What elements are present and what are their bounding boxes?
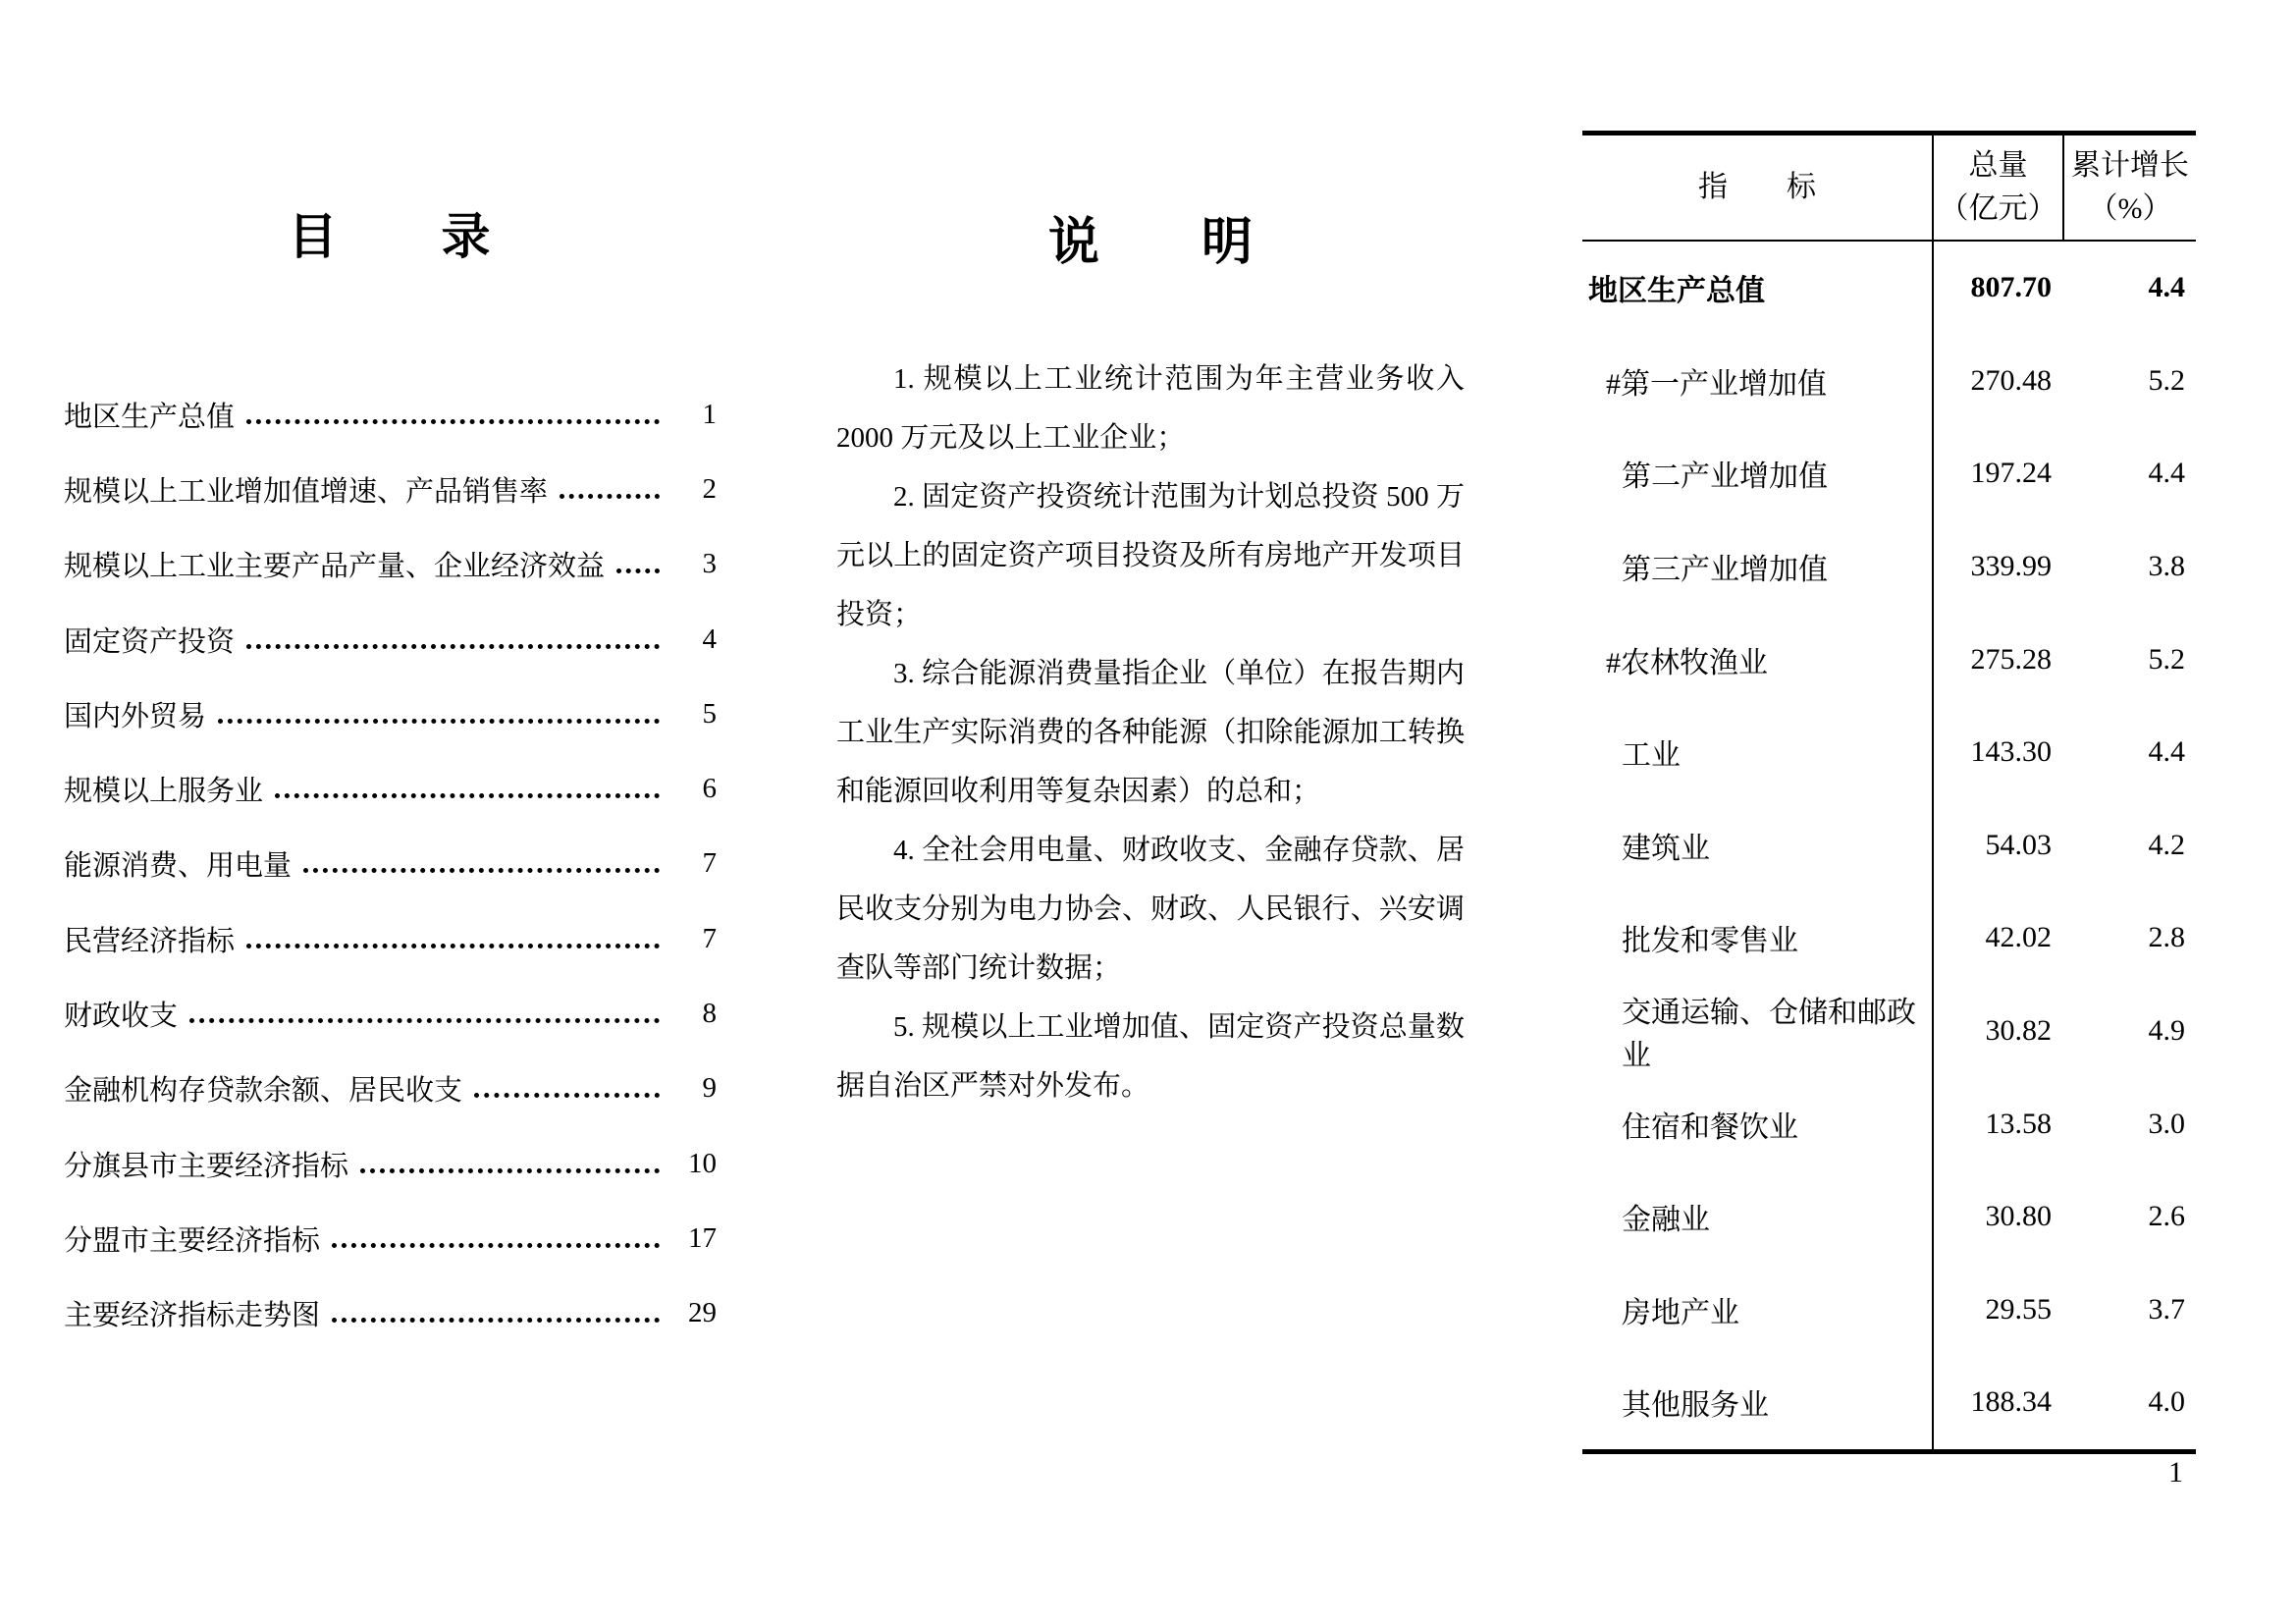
- toc-entry-page: 1: [702, 398, 717, 430]
- header-indicator: [1582, 135, 1934, 240]
- table-row: [1582, 1170, 2196, 1264]
- dot-leader: [246, 419, 660, 424]
- dot-leader: [560, 494, 660, 499]
- row-indicator: #农林牧渔业: [1582, 613, 1934, 706]
- toc-entry: [64, 377, 717, 452]
- row-indicator: #第一产业增加值: [1582, 335, 1934, 428]
- toc-entry-label: 规模以上服务业: [64, 776, 264, 808]
- header-growth: [2064, 135, 2196, 240]
- row-indicator: 房地产业: [1582, 1264, 1934, 1357]
- toc-entry-label: 规模以上工业增加值增速、产品销售率: [64, 475, 549, 508]
- dot-leader: [246, 644, 660, 649]
- toc-entry-page: 17: [688, 1221, 717, 1254]
- toc-entry-label: 国内外贸易: [64, 700, 207, 732]
- toc-entry: [64, 976, 717, 1051]
- toc-entry: [64, 901, 717, 976]
- toc-entry-label: 地区生产总值: [64, 401, 236, 433]
- dot-leader: [474, 1093, 660, 1098]
- dot-leader: [616, 568, 660, 573]
- header-total-line1: 总量: [1968, 149, 2028, 182]
- toc-entry-label: 能源消费、用电量: [64, 850, 293, 883]
- header-indicator-label: 指 标: [1698, 171, 1816, 203]
- table-row: [1582, 706, 2196, 799]
- row-growth: 4.4: [2148, 457, 2185, 490]
- toc-entry-label: 财政收支: [64, 1001, 179, 1033]
- row-total: 54.03: [1985, 828, 2052, 861]
- row-indicator: 第二产业增加值: [1582, 427, 1934, 520]
- toc-entry-page: 4: [702, 623, 717, 655]
- header-growth-line2: （%）: [2088, 192, 2172, 225]
- header-total: [1934, 135, 2064, 240]
- dot-leader: [303, 868, 660, 873]
- row-indicator: 工业: [1582, 706, 1934, 799]
- table-body: [1582, 242, 2196, 1449]
- row-total: 42.02: [1985, 921, 2052, 954]
- table-row: [1582, 799, 2196, 893]
- toc-entry-label: 主要经济指标走势图: [64, 1300, 321, 1332]
- toc-entry-page: 6: [702, 773, 717, 805]
- row-indicator: 第三产业增加值: [1582, 520, 1934, 614]
- row-indicator: 其他服务业: [1582, 1356, 1934, 1449]
- table-row: [1582, 242, 2196, 335]
- toc-entry-page: 7: [702, 922, 717, 954]
- toc-entry-page: 8: [702, 998, 717, 1030]
- note-paragraph: 5. 规模以上工业增加值、固定资产投资总量数据自治区严禁对外发布。: [836, 1011, 1465, 1102]
- toc-entry: [64, 751, 717, 826]
- table-row: [1582, 1077, 2196, 1170]
- toc-entry-page: 5: [702, 697, 717, 730]
- note-paragraph: 1. 规模以上工业统计范围为年主营业务收入 2000 万元及以上工业企业；: [836, 363, 1465, 454]
- dot-leader: [332, 1243, 660, 1248]
- toc-entry: [64, 602, 717, 677]
- toc-entry: [64, 527, 717, 602]
- toc-entry-label: 规模以上工业主要产品产量、企业经济效益: [64, 551, 606, 583]
- row-total: 29.55: [1985, 1292, 2052, 1326]
- row-growth: 3.7: [2148, 1292, 2185, 1326]
- row-growth: 4.4: [2148, 735, 2185, 769]
- table-row: [1582, 427, 2196, 520]
- toc-entry-label: 固定资产投资: [64, 625, 236, 658]
- row-total: 30.80: [1985, 1200, 2052, 1233]
- toc-entry: [64, 827, 717, 901]
- row-indicator: 金融业: [1582, 1170, 1934, 1264]
- row-total: 143.30: [1970, 735, 2052, 769]
- dot-leader: [189, 1018, 660, 1023]
- row-total: 188.34: [1970, 1385, 2052, 1419]
- toc-entry: [64, 1052, 717, 1126]
- toc-entry-page: 9: [702, 1072, 717, 1105]
- toc-entry-page: 10: [688, 1147, 717, 1179]
- row-growth: 5.2: [2148, 642, 2185, 676]
- toc-entry: [64, 677, 717, 751]
- row-total: 339.99: [1970, 550, 2052, 583]
- header-growth-line1: 累计增长: [2071, 149, 2189, 182]
- toc-entry-label: 金融机构存贷款余额、居民收支: [64, 1075, 463, 1108]
- dot-leader: [218, 719, 660, 724]
- table-row: [1582, 520, 2196, 614]
- page-number: 1: [2168, 1456, 2183, 1489]
- dot-leader: [332, 1318, 660, 1323]
- table-row: [1582, 985, 2196, 1078]
- row-growth: 3.8: [2148, 550, 2185, 583]
- indicator-table: [1582, 131, 2196, 1454]
- table-row: [1582, 892, 2196, 985]
- row-growth: 2.6: [2148, 1200, 2185, 1233]
- table-header-row: [1582, 135, 2196, 242]
- indicator-table-section: [1582, 131, 2196, 1454]
- table-row: [1582, 1264, 2196, 1357]
- dot-leader: [246, 944, 660, 948]
- toc-entry-label: 民营经济指标: [64, 925, 236, 957]
- row-total: 30.82: [1985, 1014, 2052, 1048]
- toc-entry: [64, 1126, 717, 1201]
- row-indicator: 交通运输、仓储和邮政业: [1582, 985, 1934, 1078]
- row-indicator: 地区生产总值: [1582, 242, 1934, 335]
- row-growth: 4.4: [2148, 271, 2185, 304]
- notes-title: 说 明: [1047, 215, 1253, 271]
- toc-entry: [64, 1276, 717, 1351]
- table-row: [1582, 1356, 2196, 1449]
- row-growth: 4.9: [2148, 1014, 2185, 1048]
- toc-list: [64, 377, 717, 1351]
- row-total: 807.70: [1970, 271, 2052, 304]
- row-total: 197.24: [1970, 457, 2052, 490]
- row-total: 270.48: [1970, 363, 2052, 397]
- toc-title: 目 录: [288, 209, 493, 264]
- toc-entry-page: 29: [688, 1297, 717, 1329]
- row-indicator: 住宿和餐饮业: [1582, 1077, 1934, 1170]
- row-growth: 4.0: [2148, 1385, 2185, 1419]
- note-paragraph: 4. 全社会用电量、财政收支、金融存贷款、居民收支分别为电力协会、财政、人民银行、兴安调查队等部门统计数据；: [836, 835, 1465, 984]
- header-total-line2: （亿元）: [1939, 192, 2057, 225]
- row-total: 275.28: [1970, 642, 2052, 676]
- row-indicator: 建筑业: [1582, 799, 1934, 893]
- toc-entry-label: 分旗县市主要经济指标: [64, 1150, 349, 1182]
- toc-entry-label: 分盟市主要经济指标: [64, 1224, 321, 1257]
- toc-entry-page: 7: [702, 847, 717, 880]
- dot-leader: [275, 793, 660, 798]
- row-growth: 4.2: [2148, 828, 2185, 861]
- table-row: [1582, 613, 2196, 706]
- row-indicator: 批发和零售业: [1582, 892, 1934, 985]
- table-row: [1582, 335, 2196, 428]
- row-growth: 2.8: [2148, 921, 2185, 954]
- row-total: 13.58: [1985, 1107, 2052, 1140]
- notes-section: [836, 208, 1465, 1115]
- toc-section: [64, 204, 717, 1351]
- toc-entry: [64, 1201, 717, 1275]
- row-growth: 5.2: [2148, 363, 2185, 397]
- note-paragraph: 2. 固定资产投资统计范围为计划总投资 500 万元以上的固定资产项目投资及所有房地产开发项目投资；: [836, 481, 1465, 630]
- note-paragraph: 3. 综合能源消费量指企业（单位）在报告期内工业生产实际消费的各种能源（扣除能源加工转换和能源回收利用等复杂因素）的总和；: [836, 658, 1465, 807]
- dot-leader: [360, 1168, 660, 1173]
- toc-entry: [64, 452, 717, 526]
- row-growth: 3.0: [2148, 1107, 2185, 1140]
- notes-body: [836, 350, 1465, 1115]
- toc-entry-page: 2: [702, 472, 717, 505]
- toc-entry-page: 3: [702, 548, 717, 580]
